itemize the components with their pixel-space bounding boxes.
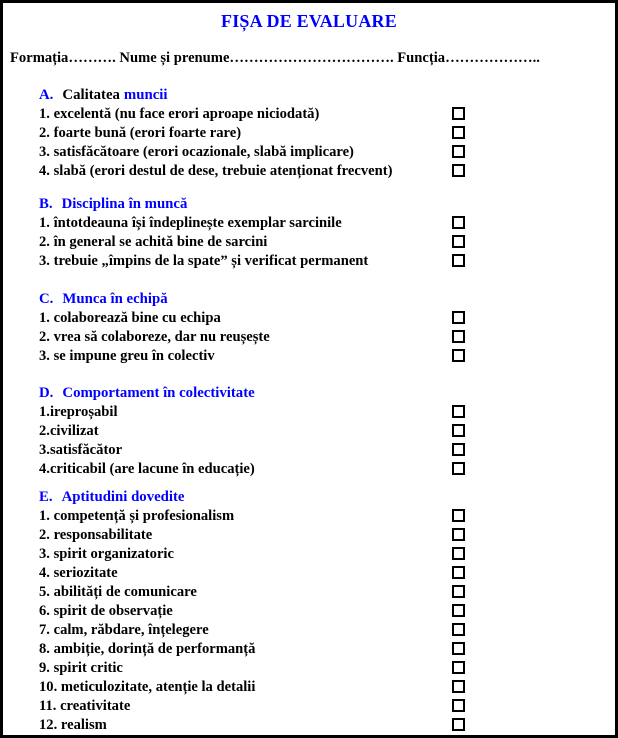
checkbox[interactable] [452,661,465,674]
section-d-letter: D. [39,385,54,401]
checkbox[interactable] [452,528,465,541]
section-d [39,384,615,479]
item-row [39,716,615,735]
section-a-heading-blue: muncii [123,87,168,103]
checkbox[interactable] [452,547,465,560]
checkbox[interactable] [452,405,465,418]
section-b [39,195,615,271]
item-row [39,602,615,621]
item-row [39,659,615,678]
checkbox[interactable] [452,235,465,248]
item-label: 3. trebuie „împins de la spate” și verificat permanent [39,253,369,269]
item-row [39,328,615,347]
item-row [39,545,615,564]
item-row [39,347,615,366]
item-row [39,697,615,716]
section-a [39,86,615,181]
item-label: 3. satisfăcătoare (erori ocazionale, slabă implicare) [39,144,354,160]
item-label: 9. spirit critic [39,660,123,676]
section-b-heading [39,195,615,214]
item-row [39,678,615,697]
item-label: 2. foarte bună (erori foarte rare) [39,125,242,141]
item-label: 3. se impune greu în colectiv [39,348,215,364]
section-c [39,290,615,366]
item-label: 10. meticulozitate, atenție la detalii [39,679,256,695]
item-row [39,252,615,271]
section-a-letter: A. [39,87,54,103]
item-row [39,214,615,233]
item-row [39,621,615,640]
section-e-heading [39,488,615,507]
checkbox[interactable] [452,585,465,598]
item-label: 1. colaborează bine cu echipa [39,310,221,326]
item-row [39,564,615,583]
section-c-heading-blue: Munca în echipă [62,291,168,307]
item-label: 12. realism [39,717,107,733]
item-row [39,143,615,162]
section-b-letter: B. [39,196,53,212]
section-a-heading-black: Calitatea [62,87,120,103]
checkbox[interactable] [452,642,465,655]
item-label: 4. seriozitate [39,565,118,581]
item-label: 2. vrea să colaboreze, dar nu reușește [39,329,270,345]
item-label: 2.civilizat [39,423,99,439]
item-row [39,460,615,479]
section-c-letter: C. [39,291,54,307]
form-fields-line: Formația………. Nume și prenume……………………………. Funcția……………….. [10,50,540,66]
item-row [39,105,615,124]
checkbox[interactable] [452,107,465,120]
item-row [39,403,615,422]
item-row [39,233,615,252]
item-label: 2. responsabilitate [39,527,153,543]
section-a-heading [39,86,615,105]
section-d-heading-blue: Comportament în colectivitate [62,385,255,401]
item-label: 1. excelentă (nu face erori aproape niciodată) [39,106,320,122]
section-e-letter: E. [39,489,53,505]
item-label: 3.satisfăcător [39,442,123,458]
form-title: FIȘA DE EVALUARE [221,11,397,31]
item-label: 11. creativitate [39,698,131,714]
section-e [39,488,615,735]
checkbox[interactable] [452,145,465,158]
item-label: 5. abilități de comunicare [39,584,197,600]
section-c-heading [39,290,615,309]
checkbox[interactable] [452,462,465,475]
checkbox[interactable] [452,443,465,456]
checkbox[interactable] [452,126,465,139]
item-row [39,124,615,143]
item-label: 8. ambiție, dorință de performanță [39,641,256,657]
item-row [39,583,615,602]
checkbox[interactable] [452,424,465,437]
checkbox[interactable] [452,604,465,617]
checkbox[interactable] [452,509,465,522]
item-row [39,526,615,545]
checkbox[interactable] [452,566,465,579]
item-label: 2. în general se achită bine de sarcini [39,234,268,250]
checkbox[interactable] [452,311,465,324]
checkbox[interactable] [452,330,465,343]
item-row [39,309,615,328]
checkbox[interactable] [452,699,465,712]
section-e-heading-blue: Aptitudini dovedite [61,489,185,505]
item-row [39,441,615,460]
item-row [39,640,615,659]
item-label: 1. întotdeauna își îndeplinește exemplar sarcinile [39,215,342,231]
item-label: 1.ireproșabil [39,404,118,420]
checkbox[interactable] [452,164,465,177]
item-label: 4. slabă (erori destul de dese, trebuie atenționat frecvent) [39,163,393,179]
checkbox[interactable] [452,623,465,636]
item-label: 1. competență și profesionalism [39,508,235,524]
section-d-heading [39,384,615,403]
item-row [39,507,615,526]
checkbox[interactable] [452,349,465,362]
item-label: 6. spirit de observație [39,603,173,619]
item-label: 7. calm, răbdare, înțelegere [39,622,209,638]
item-row [39,422,615,441]
item-label: 3. spirit organizatoric [39,546,174,562]
checkbox[interactable] [452,680,465,693]
item-row [39,162,615,181]
item-label: 4.criticabil (are lacune în educație) [39,461,255,477]
checkbox[interactable] [452,718,465,731]
checkbox[interactable] [452,254,465,267]
section-b-heading-blue: Disciplina în muncă [61,196,188,212]
checkbox[interactable] [452,216,465,229]
